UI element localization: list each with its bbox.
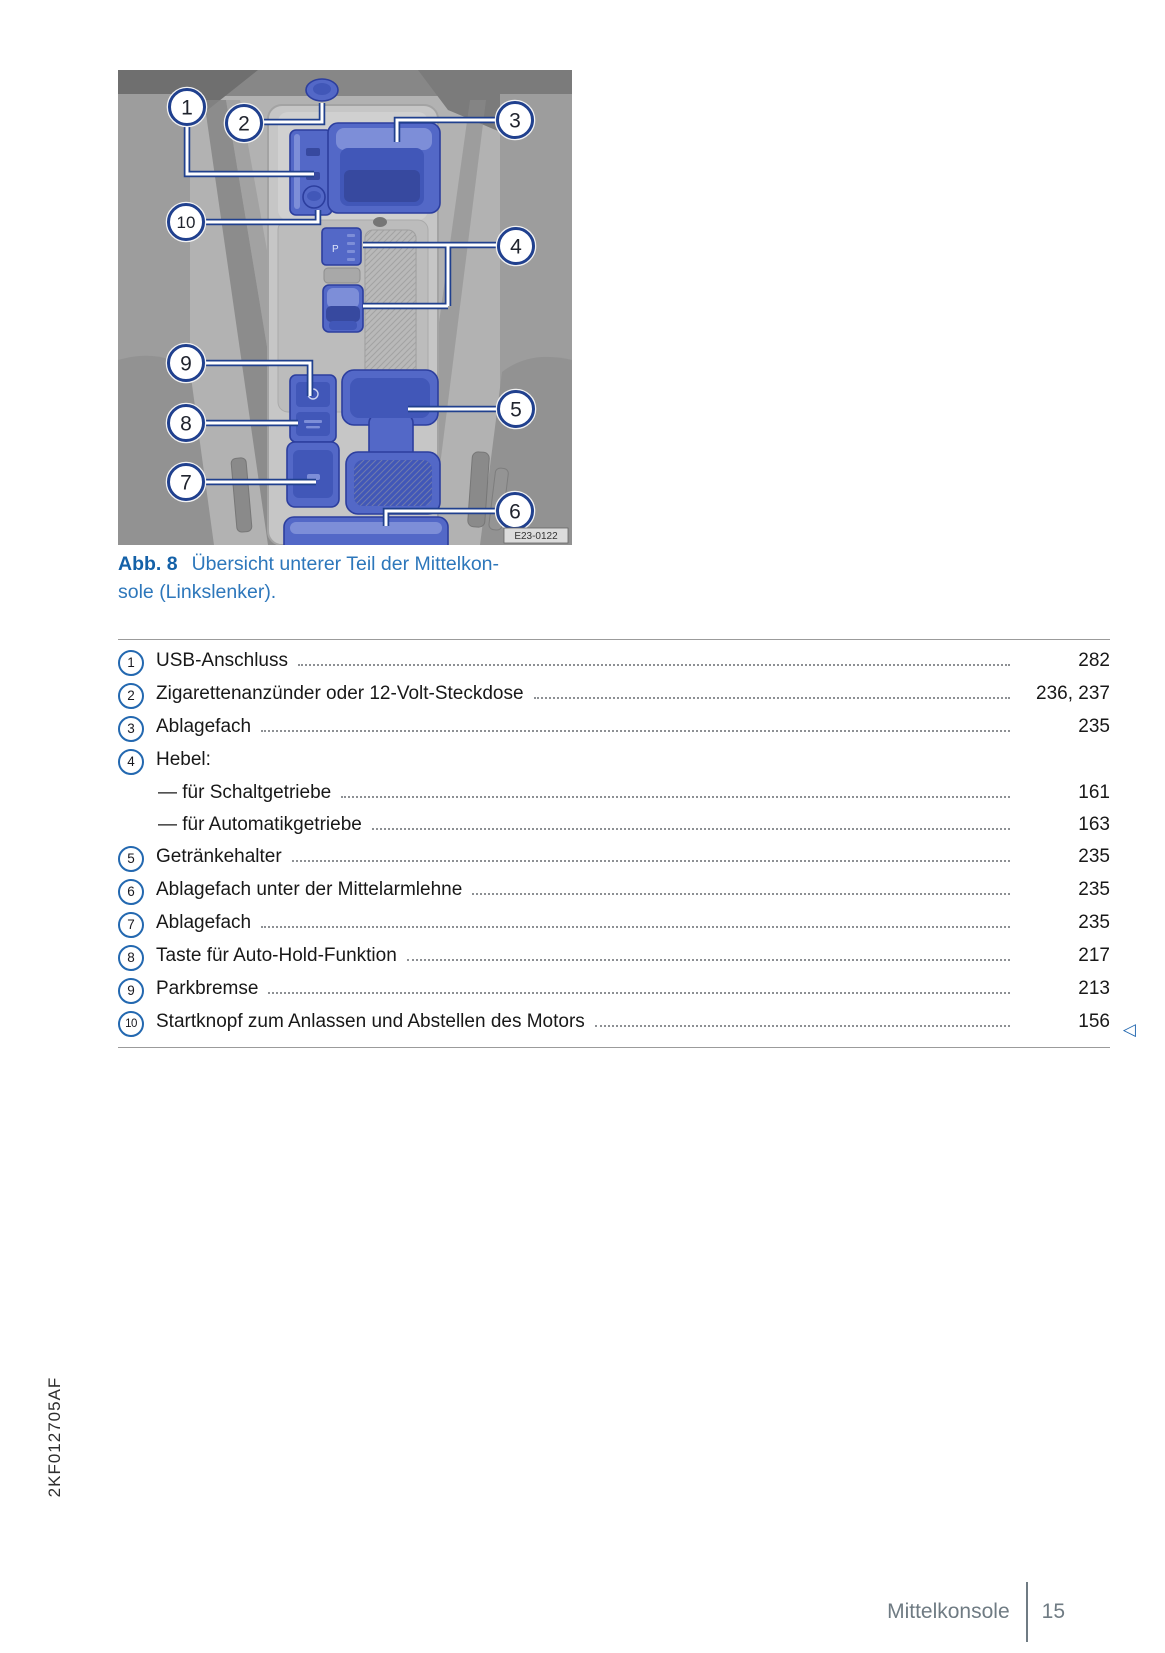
section-end-marker-icon: ◁	[1122, 1019, 1136, 1039]
dotted-leader	[298, 664, 1010, 666]
svg-text:7: 7	[180, 471, 192, 495]
gear-panel-graphic	[322, 228, 361, 265]
footer-page-number: 15	[1041, 1600, 1065, 1623]
legend-subitem-label: — für Schaltgetriebe	[158, 781, 332, 803]
dotted-leader	[261, 926, 1010, 928]
callout-1	[168, 88, 207, 127]
legend-item-page: 235	[1078, 845, 1110, 867]
figure-caption-label: Abb. 8	[118, 553, 178, 575]
legend-item-page	[1020, 1010, 1136, 1039]
image-code-label	[504, 528, 568, 543]
dotted-leader	[472, 893, 1010, 895]
legend-item-page: 213	[1078, 977, 1110, 999]
dotted-leader	[595, 1025, 1010, 1027]
page-footer	[887, 1582, 1065, 1642]
legend-item-page: 217	[1078, 944, 1110, 966]
start-button-graphic	[303, 186, 325, 208]
dotted-leader	[292, 860, 1010, 862]
legend-row-3	[118, 712, 1110, 745]
console-figure	[118, 70, 572, 545]
legend-item-page-value: 156	[1078, 1010, 1110, 1032]
legend-item-number: 1	[118, 650, 144, 676]
legend-row-10	[118, 1007, 1136, 1040]
legend-item-number: 9	[118, 978, 144, 1004]
cubby-graphic	[324, 268, 360, 283]
dotted-leader	[261, 730, 1010, 732]
svg-text:E23-0122: E23-0122	[514, 531, 558, 542]
document-code: 2KF012705AF	[45, 1376, 64, 1498]
svg-text:1: 1	[181, 96, 193, 120]
legend-subitem-label: — für Automatikgetriebe	[158, 813, 362, 835]
callout-8	[167, 404, 206, 443]
legend-item-label: Ablagefach unter der Mittelarmlehne	[156, 878, 463, 900]
legend-item-label: Getränkehalter	[156, 845, 282, 867]
legend-row-2	[118, 679, 1110, 712]
legend-item-label: Ablagefach	[156, 911, 252, 933]
callout-3	[496, 101, 535, 140]
legend-item-number: 8	[118, 945, 144, 971]
legend-row-8	[118, 941, 1110, 974]
legend-subrow-manual	[118, 778, 1110, 810]
legend-item-label: Startknopf zum Anlassen und Abstellen des Motors	[156, 1010, 585, 1032]
legend-row-1	[118, 646, 1110, 679]
legend-row-5	[118, 842, 1110, 875]
console-diagram	[118, 70, 572, 545]
storage-tray-graphic	[328, 123, 440, 213]
legend-item-page: 236, 237	[1036, 682, 1110, 704]
legend-item-page: 163	[1078, 813, 1110, 835]
legend-row-7	[118, 908, 1110, 941]
svg-text:4: 4	[510, 235, 522, 259]
legend-row-9	[118, 974, 1110, 1007]
legend-item-page: 235	[1078, 715, 1110, 737]
legend-row-4	[118, 745, 1110, 778]
legend-item-label: Zigarettenanzünder oder 12-Volt-Steckdose	[156, 682, 524, 704]
callout-4	[497, 227, 536, 266]
gear-panel-letter: P	[332, 244, 339, 255]
legend-item-number: 6	[118, 879, 144, 905]
dotted-leader	[372, 828, 1010, 830]
legend-item-page: 235	[1078, 878, 1110, 900]
legend-subrow-automatic	[118, 810, 1110, 842]
storage7-graphic	[287, 442, 339, 507]
callout-10	[167, 203, 206, 242]
dotted-leader	[534, 697, 1010, 699]
legend-item-label: Parkbremse	[156, 977, 259, 999]
legend-item-label: Taste für Auto-Hold-Funktion	[156, 944, 397, 966]
svg-text:2: 2	[238, 112, 250, 136]
footer-divider	[1026, 1582, 1028, 1642]
legend-item-number: 3	[118, 716, 144, 742]
callout-7	[167, 463, 206, 502]
legend-item-number: 5	[118, 846, 144, 872]
dotted-leader	[341, 796, 1010, 798]
armrest-storage-graphic	[284, 517, 448, 545]
svg-text:9: 9	[180, 352, 192, 376]
gear-lever-graphic	[323, 285, 363, 332]
legend-item-page: 235	[1078, 911, 1110, 933]
figure-caption-text-line2: sole (Linkslenker).	[118, 580, 277, 603]
svg-text:8: 8	[180, 412, 192, 436]
svg-text:5: 5	[510, 398, 522, 422]
legend-item-page: 282	[1078, 649, 1110, 671]
svg-text:6: 6	[509, 500, 521, 524]
svg-text:10: 10	[176, 213, 196, 232]
callout-5	[497, 390, 536, 429]
callout-6	[496, 492, 535, 531]
legend-list	[118, 639, 1136, 1048]
legend-item-number: 4	[118, 749, 144, 775]
legend-item-number: 7	[118, 912, 144, 938]
lighter-socket-graphic	[306, 79, 338, 101]
svg-text:3: 3	[509, 109, 521, 133]
figure-caption	[118, 551, 598, 606]
legend-item-page: 161	[1078, 781, 1110, 803]
dotted-leader	[268, 992, 1010, 994]
callout-9	[167, 344, 206, 383]
callout-2	[225, 104, 264, 143]
legend-row-6	[118, 875, 1110, 908]
dotted-leader	[407, 959, 1010, 961]
legend-item-label: Ablagefach	[156, 715, 252, 737]
legend-item-number: 10	[118, 1011, 144, 1037]
legend-item-number: 2	[118, 683, 144, 709]
legend-item-label: USB-Anschluss	[156, 649, 288, 671]
footer-section-title: Mittelkonsole	[887, 1600, 1010, 1623]
legend-item-label: Hebel:	[156, 748, 211, 770]
figure-caption-text-line1: Übersicht unterer Teil der Mittelkon-	[191, 553, 500, 575]
